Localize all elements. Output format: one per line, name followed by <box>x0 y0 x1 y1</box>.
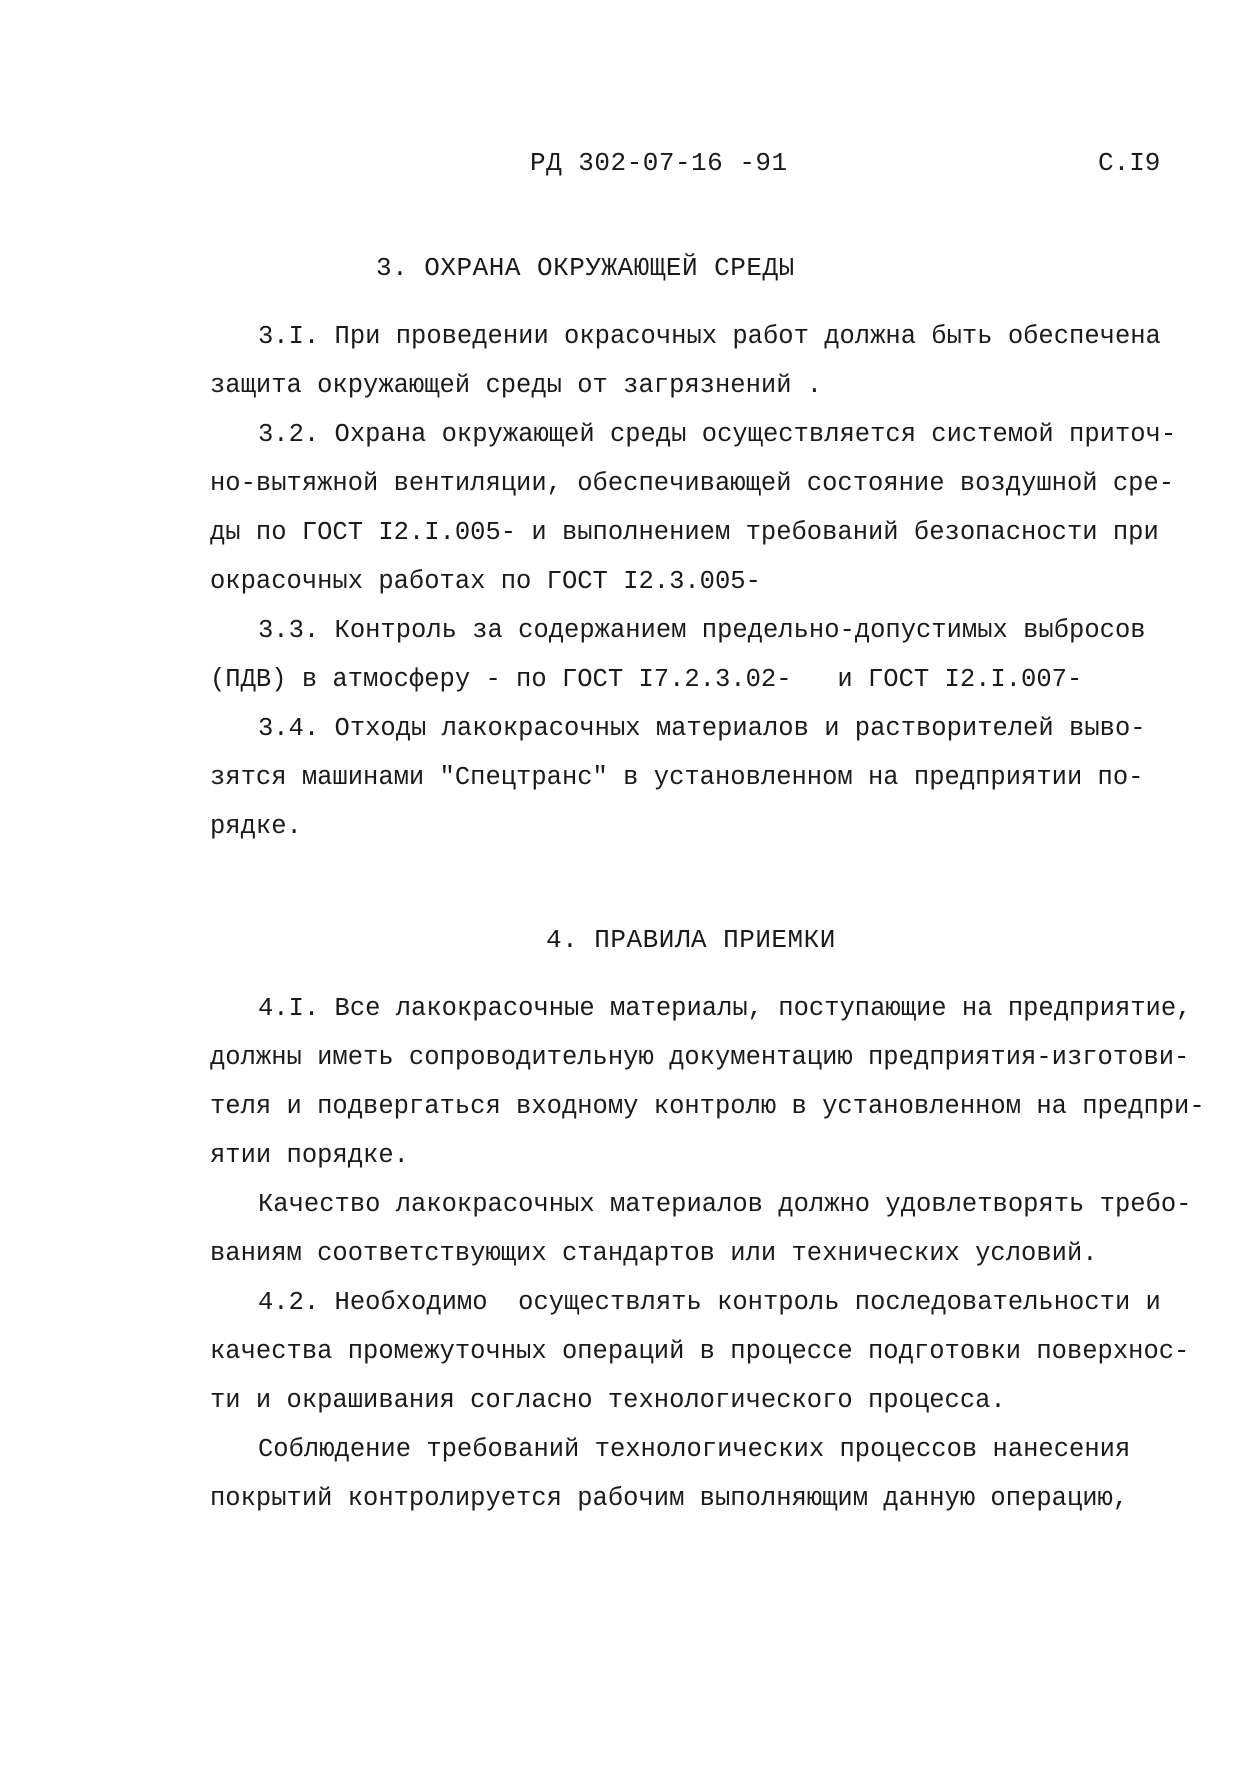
paragraph-line: (ПДВ) в атмосферу - по ГОСТ I7.2.3.02- и ГОСТ I2.I.007- <box>210 665 1083 694</box>
paragraph-line: 3.2. Охрана окружающей среды осуществляется системой приточ- <box>258 420 1177 449</box>
paragraph-line: ды по ГОСТ I2.I.005- и выполнением требований безопасности при <box>210 518 1159 547</box>
paragraph-line: ятии порядке. <box>210 1141 409 1170</box>
document-code: РД 302-07-16 -91 <box>530 148 788 178</box>
paragraph-line: покрытий контролируется рабочим выполняющим данную операцию, <box>210 1484 1129 1513</box>
paragraph-line: 3.4. Отходы лакокрасочных материалов и растворителей выво- <box>258 714 1146 743</box>
paragraph-line: зятся машинами "Спецтранс" в установленном на предприятии по- <box>210 763 1144 792</box>
paragraph-line: 3.I. При проведении окрасочных работ должна быть обеспечена <box>258 322 1161 351</box>
section-4-title: 4. ПРАВИЛА ПРИЕМКИ <box>546 925 836 955</box>
paragraph-line: но-вытяжной вентиляции, обеспечивающей состояние воздушной сре- <box>210 469 1175 498</box>
paragraph-line: 3.3. Контроль за содержанием предельно-допустимых выбросов <box>258 616 1146 645</box>
section-3-title: 3. ОХРАНА ОКРУЖАЮЩЕЙ СРЕДЫ <box>376 253 795 283</box>
page-number: С.I9 <box>1098 148 1161 178</box>
paragraph-line: рядке. <box>210 812 302 841</box>
paragraph-line: качества промежуточных операций в процессе подготовки поверхнос- <box>210 1337 1190 1366</box>
paragraph-line: теля и подвергаться входному контролю в установленном на предпри- <box>210 1092 1205 1121</box>
paragraph-line: окрасочных работах по ГОСТ I2.3.005- <box>210 567 761 596</box>
paragraph-line: Соблюдение требований технологических процессов нанесения <box>258 1435 1131 1464</box>
page-header <box>0 148 1256 188</box>
paragraph-line: защита окружающей среды от загрязнений . <box>210 371 823 400</box>
paragraph-line: Качество лакокрасочных материалов должно удовлетворять требо- <box>258 1190 1192 1219</box>
paragraph-line: должны иметь сопроводительную документацию предприятия-изготови- <box>210 1043 1190 1072</box>
paragraph-line: 4.2. Необходимо осуществлять контроль последовательности и <box>258 1288 1161 1317</box>
paragraph-line: ти и окрашивания согласно технологического процесса. <box>210 1386 1006 1415</box>
paragraph-line: ваниям соответствующих стандартов или технических условий. <box>210 1239 1098 1268</box>
paragraph-line: 4.I. Все лакокрасочные материалы, поступающие на предприятие, <box>258 994 1192 1023</box>
